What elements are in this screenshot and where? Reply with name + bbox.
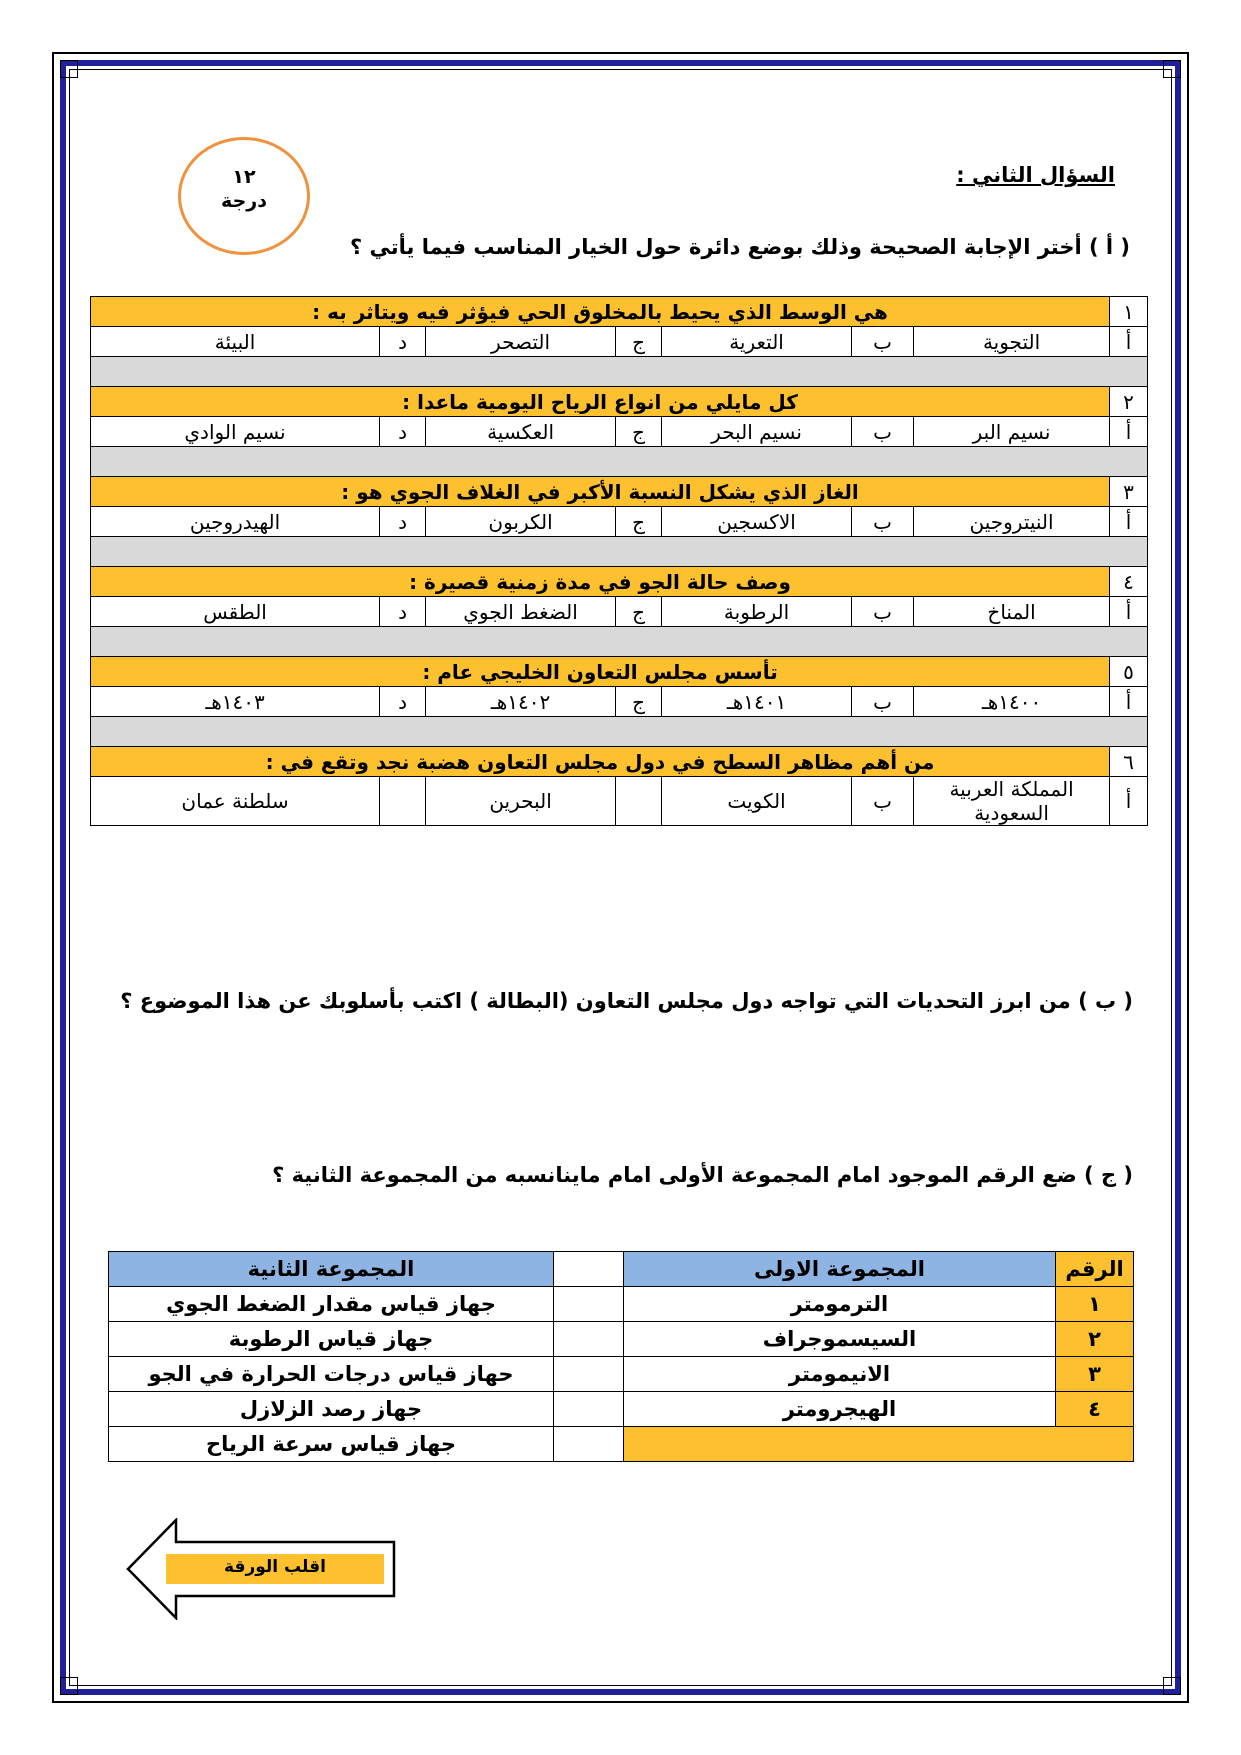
option-letter: د	[380, 327, 426, 357]
options-row	[91, 507, 1148, 537]
option-letter: ج	[616, 507, 662, 537]
header-num: الرقم	[1056, 1252, 1134, 1287]
question-row	[91, 567, 1148, 597]
part-a-instruction: ( أ ) أختر الإجابة الصحيحة وذلك بوضع دائرة حول الخيار المناسب فيما يأتي ؟	[350, 235, 1130, 259]
option-letter: ب	[852, 687, 914, 717]
question-text: وصف حالة الجو في مدة زمنية قصيرة :	[91, 567, 1110, 597]
group1-item: السيسموجراف	[624, 1322, 1056, 1357]
option-letter: أ	[1110, 327, 1148, 357]
row-number: ٣	[1056, 1357, 1134, 1392]
matching-row	[109, 1287, 1134, 1322]
border-corner	[60, 60, 78, 78]
matching-row	[109, 1357, 1134, 1392]
turn-page-label: اقلب الورقة	[224, 1557, 326, 1577]
border-corner	[1163, 60, 1181, 78]
options-row	[91, 417, 1148, 447]
part-c-instruction: ( ج ) ضع الرقم الموجود امام المجموعة الأولى امام ماينانسبه من المجموعة الثانية ؟	[272, 1163, 1133, 1187]
question-number: ١	[1110, 297, 1148, 327]
group1-item: الانيمومتر	[624, 1357, 1056, 1392]
option-choice[interactable]: سلطنة عمان	[91, 777, 380, 826]
header-group1: المجموعة الاولى	[624, 1252, 1056, 1287]
empty-cell	[624, 1427, 1134, 1462]
matching-header-row	[109, 1252, 1134, 1287]
option-choice[interactable]: المناخ	[914, 597, 1110, 627]
option-choice[interactable]: التعرية	[662, 327, 852, 357]
border-corner	[60, 1677, 78, 1695]
answer-blank[interactable]	[554, 1252, 624, 1287]
option-choice[interactable]: البيئة	[91, 327, 380, 357]
row-number: ٤	[1056, 1392, 1134, 1427]
separator-row	[91, 537, 1148, 567]
separator-row	[91, 627, 1148, 657]
options-row	[91, 777, 1148, 826]
matching-row	[109, 1322, 1134, 1357]
score-circle	[178, 137, 310, 255]
option-letter: أ	[1110, 777, 1148, 826]
option-choice[interactable]: نسيم البحر	[662, 417, 852, 447]
option-letter: أ	[1110, 507, 1148, 537]
option-letter: أ	[1110, 687, 1148, 717]
answer-blank[interactable]	[554, 1287, 624, 1322]
part-b-instruction: ( ب ) من ابرز التحديات التي تواجه دول مجلس التعاون (البطالة ) اكتب بأسلوبك عن هذا الموضوع ؟	[120, 989, 1133, 1013]
separator-cell	[91, 537, 1148, 567]
matching-row	[109, 1427, 1134, 1462]
option-choice[interactable]: ١٤٠٢هـ	[426, 687, 616, 717]
option-letter: ب	[852, 507, 914, 537]
option-letter: ج	[616, 417, 662, 447]
option-letter: ج	[616, 687, 662, 717]
question-text: من أهم مظاهر السطح في دول مجلس التعاون هضبة نجد وتقع في :	[91, 747, 1110, 777]
answer-blank[interactable]	[554, 1427, 624, 1462]
option-choice[interactable]: الرطوبة	[662, 597, 852, 627]
group1-item: الترمومتر	[624, 1287, 1056, 1322]
option-choice[interactable]: ١٤٠٣هـ	[91, 687, 380, 717]
matching-table	[108, 1251, 1134, 1462]
option-letter: ب	[852, 777, 914, 826]
row-number: ٢	[1056, 1322, 1134, 1357]
separator-row	[91, 357, 1148, 387]
question-text: هي الوسط الذي يحيط بالمخلوق الحي فيؤثر فيه ويتاثر به :	[91, 297, 1110, 327]
option-letter: أ	[1110, 417, 1148, 447]
option-choice[interactable]: النيتروجين	[914, 507, 1110, 537]
question-row	[91, 747, 1148, 777]
option-choice[interactable]: ١٤٠٠هـ	[914, 687, 1110, 717]
header-group2: المجموعة الثانية	[109, 1252, 554, 1287]
option-choice[interactable]: الكويت	[662, 777, 852, 826]
question-number: ٦	[1110, 747, 1148, 777]
question-heading: السؤال الثاني :	[956, 163, 1115, 187]
group2-item: جهاز رصد الزلازل	[109, 1392, 554, 1427]
answer-blank[interactable]	[554, 1357, 624, 1392]
options-row	[91, 687, 1148, 717]
question-number: ٤	[1110, 567, 1148, 597]
question-row	[91, 387, 1148, 417]
option-choice[interactable]: التجوية	[914, 327, 1110, 357]
question-number: ٢	[1110, 387, 1148, 417]
option-letter: ب	[852, 327, 914, 357]
option-choice[interactable]: نسيم البر	[914, 417, 1110, 447]
group2-item: حهاز قياس درجات الحرارة في الجو	[109, 1357, 554, 1392]
option-choice[interactable]: التصحر	[426, 327, 616, 357]
options-row	[91, 327, 1148, 357]
option-letter: ج	[616, 327, 662, 357]
option-letter: د	[380, 597, 426, 627]
option-choice[interactable]: نسيم الوادي	[91, 417, 380, 447]
question-number: ٣	[1110, 477, 1148, 507]
option-choice[interactable]: الطقس	[91, 597, 380, 627]
question-text: الغاز الذي يشكل النسبة الأكبر في الغلاف الجوي هو :	[91, 477, 1110, 507]
option-choice[interactable]: الكربون	[426, 507, 616, 537]
separator-cell	[91, 447, 1148, 477]
separator-row	[91, 447, 1148, 477]
option-choice[interactable]: العكسية	[426, 417, 616, 447]
question-text: تأسس مجلس التعاون الخليجي عام :	[91, 657, 1110, 687]
option-choice[interactable]: المملكة العربية السعودية	[914, 777, 1110, 826]
option-letter: ب	[852, 597, 914, 627]
option-letter: ب	[852, 417, 914, 447]
score-number: ١٢	[232, 166, 256, 188]
option-choice[interactable]: البحرين	[426, 777, 616, 826]
border-corner	[1163, 1677, 1181, 1695]
group2-item: جهاز قياس الرطوبة	[109, 1322, 554, 1357]
answer-blank[interactable]	[554, 1322, 624, 1357]
option-choice[interactable]: الاكسجين	[662, 507, 852, 537]
answer-blank[interactable]	[554, 1392, 624, 1427]
option-letter	[380, 777, 426, 826]
option-letter: د	[380, 507, 426, 537]
question-text: كل مايلي من انواع الرياح اليومية ماعدا :	[91, 387, 1110, 417]
score-unit: درجة	[221, 190, 267, 212]
option-choice[interactable]: الهيدروجين	[91, 507, 380, 537]
options-row	[91, 597, 1148, 627]
option-letter: د	[380, 687, 426, 717]
question-number: ٥	[1110, 657, 1148, 687]
group2-item: جهاز قياس مقدار الضغط الجوي	[109, 1287, 554, 1322]
group1-item: الهيجرومتر	[624, 1392, 1056, 1427]
matching-row	[109, 1392, 1134, 1427]
option-choice[interactable]: ١٤٠١هـ	[662, 687, 852, 717]
option-letter: أ	[1110, 597, 1148, 627]
row-number: ١	[1056, 1287, 1134, 1322]
separator-cell	[91, 357, 1148, 387]
separator-row	[91, 717, 1148, 747]
question-row	[91, 297, 1148, 327]
option-letter: د	[380, 417, 426, 447]
separator-cell	[91, 717, 1148, 747]
group2-item: جهاز قياس سرعة الرياح	[109, 1427, 554, 1462]
separator-cell	[91, 627, 1148, 657]
option-letter	[616, 777, 662, 826]
option-choice[interactable]: الضغط الجوي	[426, 597, 616, 627]
option-letter: ج	[616, 597, 662, 627]
mcq-table	[90, 296, 1148, 826]
question-row	[91, 477, 1148, 507]
question-row	[91, 657, 1148, 687]
